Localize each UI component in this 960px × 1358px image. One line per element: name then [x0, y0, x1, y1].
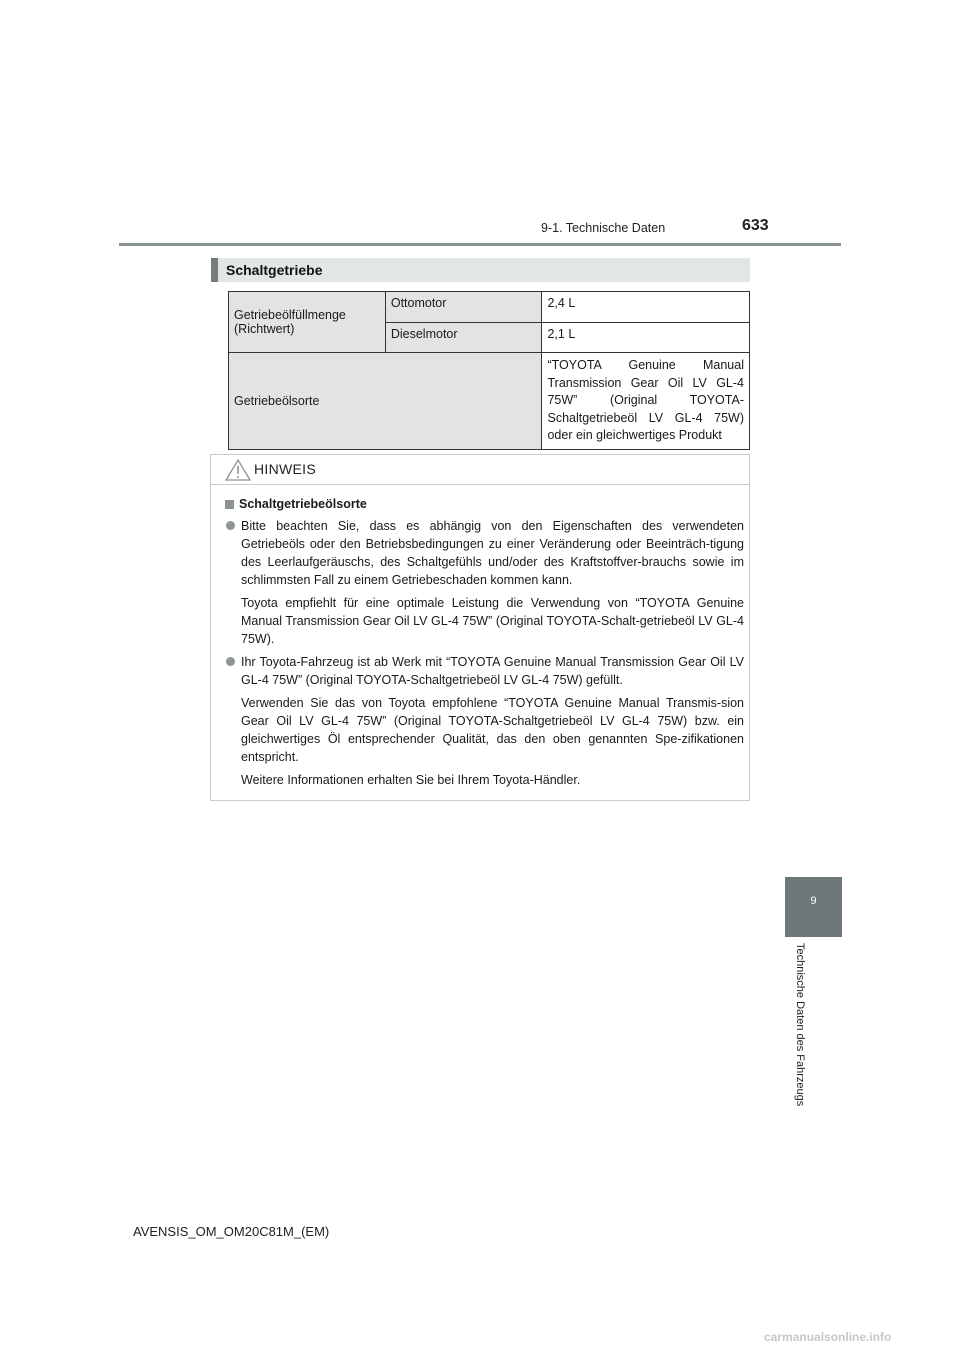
diesel-engine-value: 2,1 L	[542, 322, 750, 353]
table-row	[229, 292, 750, 323]
watermark: carmanualsonline.info	[764, 1330, 892, 1344]
bullet-text: Ihr Toyota-Fahrzeug ist ab Werk mit “TOYOTA Genuine Manual Transmission Gear Oil LV GL-4 75W” (Original TOYOTA-Schaltgetriebeöl LV GL-4 75W) gefüllt.	[241, 655, 744, 687]
paragraph: Weitere Informationen erhalten Sie bei Ihrem Toyota-Händler.	[241, 773, 581, 787]
diesel-engine-label: Dieselmotor	[385, 322, 542, 353]
bullet-text: Bitte beachten Sie, dass es abhängig von den Eigenschaften des verwendeten Getriebeöls oder den Betriebsbedingungen zu einer Veränderung oder Beeinträch-tigung des Leerlaufgeräuschs, des Schaltgefühls und/oder des Kraftstoffver-brauchs sowie im schlimmsten Fall zu einem Getriebeschaden kommen kann.	[241, 519, 744, 587]
notice-subheading-text: Schaltgetriebeölsorte	[239, 497, 367, 511]
table-row	[229, 353, 750, 450]
circle-bullet-icon	[226, 657, 235, 666]
notice-box	[210, 454, 750, 801]
document-id: AVENSIS_OM_OM20C81M_(EM)	[133, 1224, 330, 1239]
chapter-side-label: Technische Daten des Fahrzeugs	[794, 943, 806, 1107]
warning-triangle-icon	[225, 458, 251, 482]
petrol-engine-value: 2,4 L	[542, 292, 750, 323]
notice-header	[211, 455, 749, 485]
list-item	[225, 653, 744, 689]
list-item	[225, 517, 744, 589]
circle-bullet-icon	[226, 521, 235, 530]
petrol-engine-label: Ottomotor	[385, 292, 542, 323]
section-title: Schaltgetriebe	[211, 258, 750, 282]
spec-table	[228, 291, 750, 450]
oil-type-value: “TOYOTA Genuine Manual Transmission Gear Oil LV GL-4 75W” (Original TOYOTA-Schaltgetriebeöl LV GL-4 75W) oder ein gleichwertiges Produkt	[542, 353, 750, 450]
header-divider	[119, 243, 841, 246]
paragraph: Toyota empfiehlt für eine optimale Leistung die Verwendung von “TOYOTA Genuine Manual Transmission Gear Oil LV GL-4 75W” (Original TOYOTA-Schalt-getriebeöl LV GL-4 75W).	[241, 596, 744, 646]
fill-quantity-label: Getriebeölfüllmenge (Richtwert)	[229, 292, 386, 353]
running-header-section: 9-1. Technische Daten	[541, 221, 666, 235]
paragraph: Verwenden Sie das von Toyota empfohlene “TOYOTA Genuine Manual Transmis-sion Gear Oil LV GL-4 75W” (Original TOYOTA-Schaltgetriebeöl LV GL-4 75W) bzw. ein gleichwertiges Öl entsprechender Qualität, das den oben genannten Spe-zifikationen entspricht.	[241, 696, 744, 764]
notice-body	[225, 497, 744, 794]
notice-title: HINWEIS	[254, 461, 316, 477]
notice-subheading	[225, 497, 744, 511]
square-bullet-icon	[225, 500, 234, 509]
chapter-tab: 9	[785, 877, 842, 937]
page-number: 633	[742, 217, 769, 234]
oil-type-label: Getriebeölsorte	[229, 353, 542, 450]
